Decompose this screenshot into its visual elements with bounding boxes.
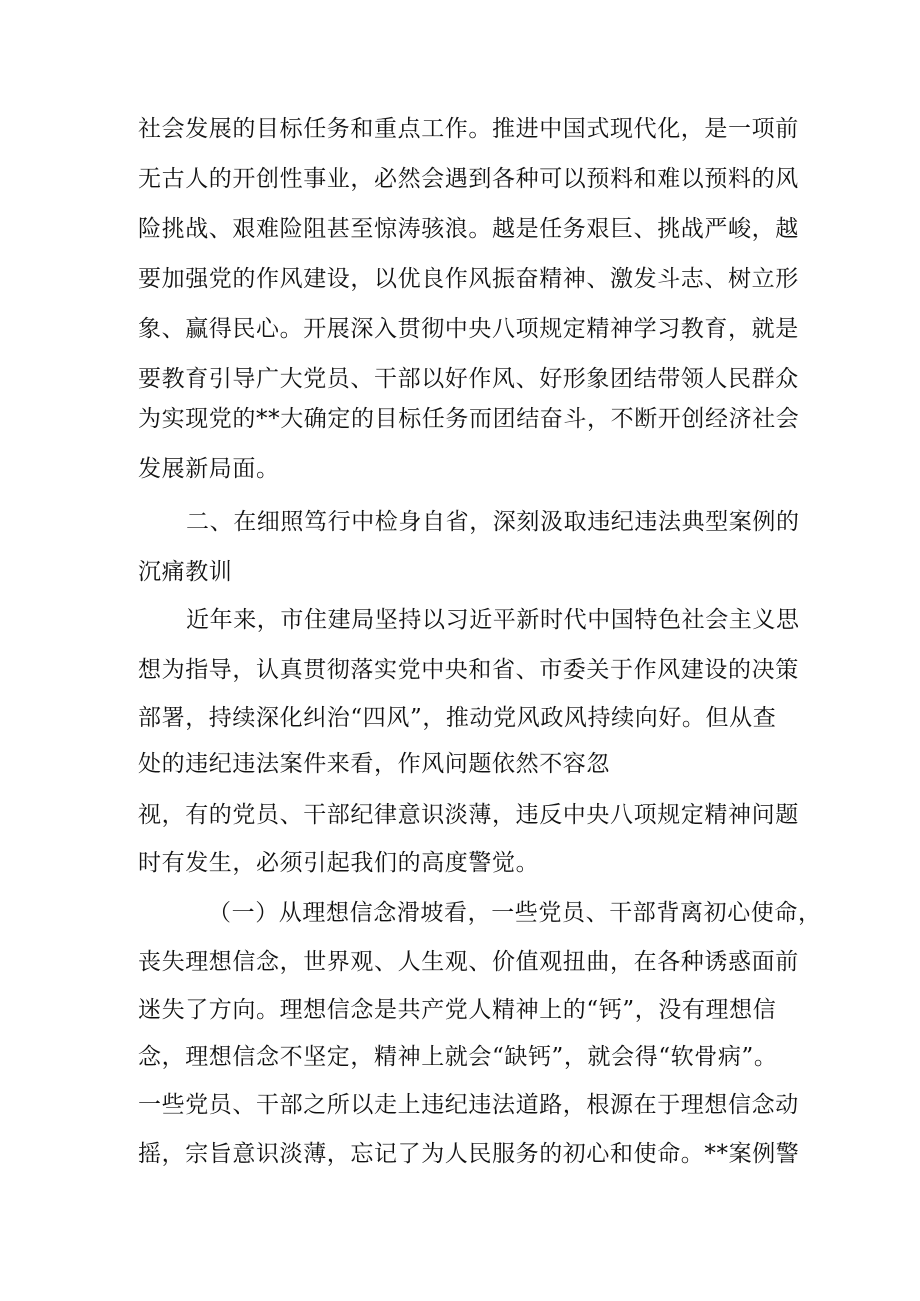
text-line: 为实现党的**大确定的目标任务而团结奋斗，不断开创经济社会 — [138, 406, 800, 432]
text-line: 迷失了方向。理想信念是共产党人精神上的“钙”，没有理想信 — [138, 997, 777, 1023]
text-line: 想为指导，认真贯彻落实党中央和省、市委关于作风建设的决策 — [138, 657, 799, 683]
text-line: 处的违纪违法案件来看，作风问题依然不容忽 — [138, 751, 610, 777]
text-line: 社会发展的目标任务和重点工作。推进中国式现代化，是一项前 — [138, 116, 799, 142]
text-line: 视，有的党员、干部纪律意识淡薄，违反中央八项规定精神问题 — [138, 802, 799, 828]
text-line: 部署，持续深化纠治“四风”，推动党风政风持续向好。但从查 — [138, 705, 777, 731]
text-line: 时有发生，必须引起我们的高度警觉。 — [138, 850, 540, 876]
text-line: 险挑战、艰难险阻甚至惊涛骇浪。越是任务艰巨、挑战严峻，越 — [138, 216, 799, 242]
section-heading: 二、在细照笃行中检身自省，深刻汲取违纪违法典型案例的 — [186, 509, 800, 535]
text-line: 象、赢得民心。开展深入贯彻中央八项规定精神学习教育，就是 — [138, 316, 799, 342]
text-line: 丧失理想信念，世界观、人生观、价值观扭曲，在各种诱惑面前 — [138, 949, 799, 975]
text-line: 念，理想信念不坚定，精神上就会“缺钙”，就会得“软骨病”。 — [138, 1044, 778, 1070]
text-line: 要加强党的作风建设，以优良作风振奋精神、激发斗志、树立形 — [138, 266, 799, 292]
text-line: 要教育引导广大党员、干部以好作风、好形象团结带领人民群众 — [138, 366, 799, 392]
text-line: 一些党员、干部之所以走上违纪违法道路，根源在于理想信念动 — [138, 1092, 799, 1118]
text-line: 无古人的开创性事业，必然会遇到各种可以预料和难以预料的风 — [138, 166, 799, 192]
section-heading-continuation: 沉痛教训 — [138, 559, 233, 585]
text-line: 发展新局面。 — [138, 456, 280, 482]
text-line: 摇，宗旨意识淡薄，忘记了为人民服务的初心和使命。**案例警 — [138, 1141, 800, 1167]
text-line: 近年来，市住建局坚持以习近平新时代中国特色社会主义思 — [186, 607, 800, 633]
subsection-heading: （一）从理想信念滑坡看，一些党员、干部背离初心使命， — [208, 900, 822, 926]
